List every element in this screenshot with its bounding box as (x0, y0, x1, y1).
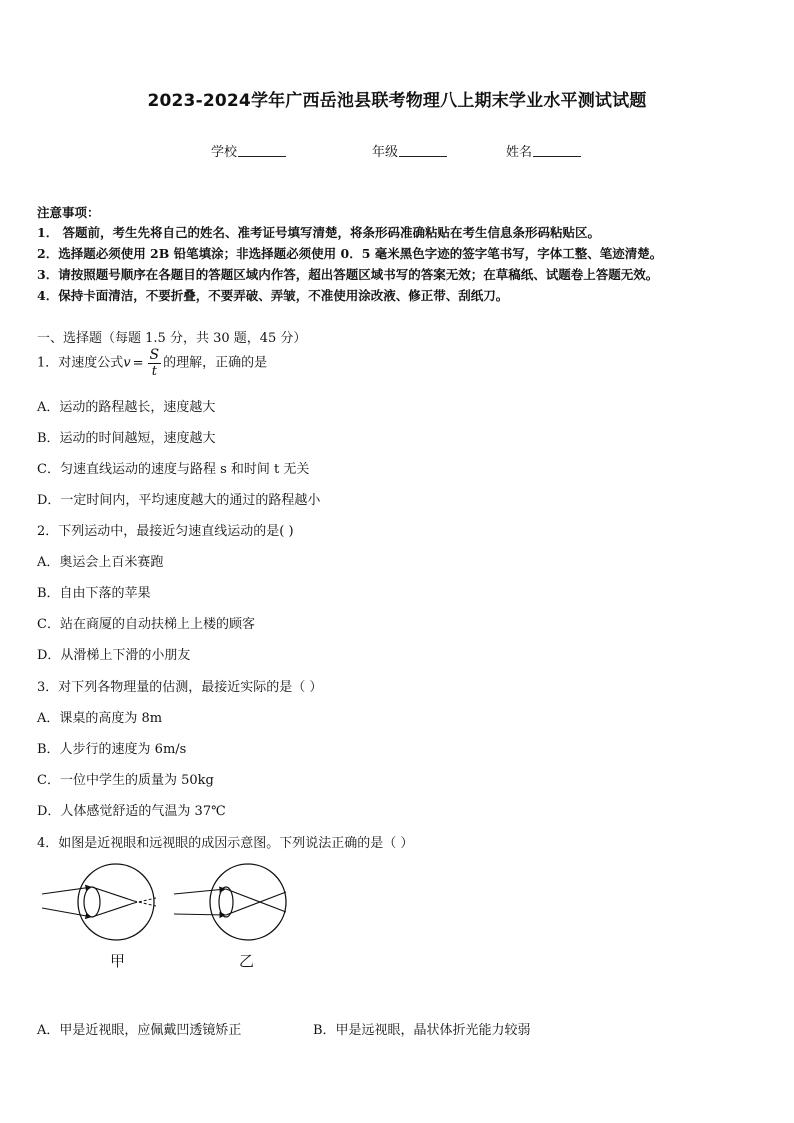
eye-diagram-jia (38, 862, 168, 942)
page-title: 2023-2024学年广西岳池县联考物理八上期末学业水平测试试题 (147, 91, 647, 111)
grade-field (372, 141, 447, 160)
question-1-stem-before: 1．对速度公式 (37, 355, 124, 371)
question-4-stem: 4．如图是近视眼和远视眼的成因示意图。下列说法正确的是（ ） (37, 836, 414, 851)
question-2-option-c: C．站在商厦的自动扶梯上上楼的顾客 (37, 617, 255, 632)
question-3-option-d: D．人体感觉舒适的气温为 37℃ (37, 804, 226, 819)
eye-diagram-yi (168, 862, 298, 942)
question-1-stem (37, 348, 267, 378)
school-blank (238, 144, 286, 157)
school-label: 学校 (211, 145, 238, 160)
question-3-stem: 3．对下列各物理量的估测，最接近实际的是（ ） (37, 680, 323, 695)
question-1-stem-after: 的理解，正确的是 (163, 355, 268, 371)
note-item: 1． 答题前，考生先将自己的姓名、准考证号填写清楚，将条形码准确粘贴在考生信息条形码粘贴区。 (37, 225, 601, 240)
question-3-option-c: C．一位中学生的质量为 50kg (37, 773, 214, 788)
formula-fraction (148, 348, 162, 378)
name-field (506, 141, 581, 160)
question-2-option-a: A．奥运会上百米赛跑 (37, 555, 164, 570)
question-1-option-d: D．一定时间内，平均速度越大的通过的路程越小 (37, 493, 321, 508)
formula-eq: = (132, 355, 144, 371)
question-1-option-a: A．运动的路程越长，速度越大 (37, 400, 216, 415)
question-2-stem: 2．下列运动中，最接近匀速直线运动的是( ) (37, 524, 294, 539)
question-1-option-c: C．匀速直线运动的速度与路程 s 和时间 t 无关 (37, 462, 310, 477)
formula-lhs: v (123, 355, 131, 371)
grade-label: 年级 (372, 145, 399, 160)
name-blank (533, 144, 581, 157)
grade-blank (399, 144, 447, 157)
note-item: 4．保持卡面清洁，不要折叠，不要弄破、弄皱，不准使用涂改液、修正带、刮纸刀。 (37, 288, 509, 303)
note-item: 2．选择题必须使用 2B 铅笔填涂；非选择题必须使用 0．5 毫米黑色字迹的签字笔书写，字体工整、笔迹清楚。 (37, 246, 663, 261)
figure-label-yi: 乙 (239, 952, 255, 970)
question-2-option-b: B．自由下落的苹果 (37, 586, 151, 601)
section-heading: 一、选择题（每题 1.5 分，共 30 题，45 分） (37, 331, 307, 346)
school-field (211, 141, 286, 160)
question-1-option-b: B．运动的时间越短，速度越大 (37, 431, 216, 446)
notes-title: 注意事项： (37, 205, 100, 220)
question-3-option-b: B．人步行的速度为 6m/s (37, 742, 187, 757)
question-2-option-d: D．从滑梯上下滑的小朋友 (37, 648, 191, 663)
question-4-option-b: B．甲是远视眼，晶状体折光能力较弱 (313, 1023, 531, 1038)
figure-label-jia: 甲 (110, 952, 126, 970)
formula-denominator: t (151, 364, 157, 379)
formula-numerator: S (149, 347, 160, 363)
question-3-option-a: A．课桌的高度为 8m (37, 711, 163, 726)
note-item: 3．请按照题号顺序在各题目的答题区域内作答，超出答题区域书写的答案无效；在草稿纸、试题卷上答题无效。 (37, 267, 659, 282)
question-4-option-a: A．甲是近视眼，应佩戴凹透镜矫正 (37, 1023, 242, 1038)
name-label: 姓名 (506, 145, 533, 160)
